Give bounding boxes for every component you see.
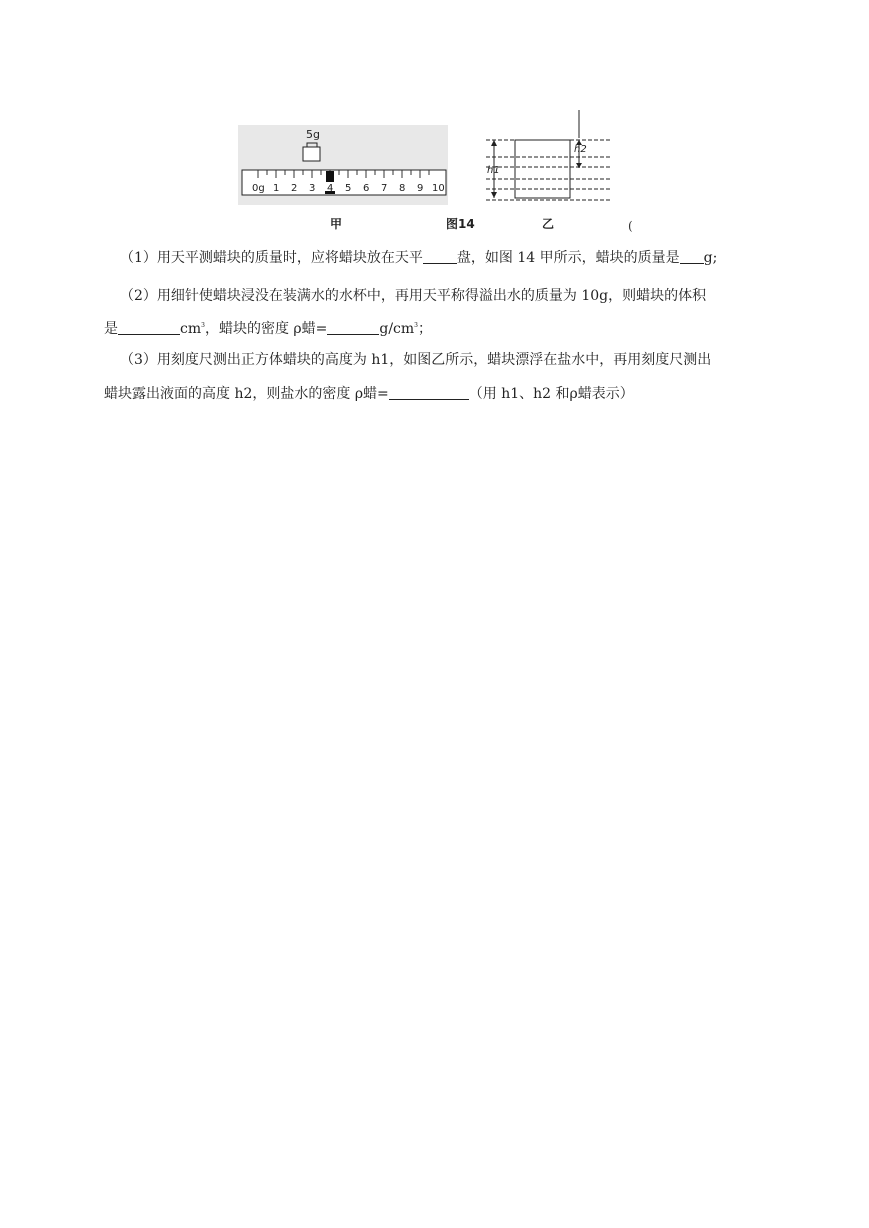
question-text: 用天平测蜡块的质量时，应将蜡块放在天平	[156, 250, 423, 266]
tick-label: 1	[273, 183, 280, 194]
caption-yi: 乙	[542, 217, 555, 231]
tick-label: 6	[363, 183, 370, 194]
question-number: （1）	[120, 250, 157, 266]
tick-label: 5	[345, 183, 352, 194]
question-3-line-1	[120, 350, 711, 370]
answer-blank-volume[interactable]	[118, 320, 180, 335]
superscript: 3	[201, 322, 205, 329]
question-text: （用 h1、h2 和ρ蜡表示）	[468, 386, 634, 402]
question-text: g;	[703, 250, 718, 266]
question-number: （3）	[120, 352, 157, 368]
tick-label: 10	[432, 183, 445, 194]
question-number: （2）	[120, 288, 157, 304]
tick-label: 7	[381, 183, 388, 194]
weight-label: 5g	[306, 128, 320, 141]
figure-14	[230, 105, 650, 235]
tick-label: 4	[327, 183, 334, 194]
unit-text: cm	[180, 321, 202, 337]
superscript: 3	[414, 322, 418, 329]
figure-svg	[230, 105, 650, 215]
question-text: ；	[418, 321, 432, 337]
unit-text: g/cm	[379, 321, 415, 337]
question-text: ，蜡块的密度 ρ蜡=	[204, 321, 328, 337]
answer-blank-pan[interactable]	[423, 249, 457, 264]
question-text: 盘，如图 14 甲所示，蜡块的质量是	[456, 250, 680, 266]
tick-label: 2	[291, 183, 298, 194]
answer-blank-mass[interactable]	[680, 249, 704, 264]
question-2-line-2	[104, 316, 432, 339]
scale-rider	[326, 171, 334, 182]
weight-block	[303, 147, 320, 161]
question-text: 蜡块露出液面的高度 h2，则盐水的密度 ρ蜡=	[104, 386, 389, 402]
answer-blank-density[interactable]	[327, 320, 379, 335]
tick-label: 9	[417, 183, 424, 194]
question-text: 是	[104, 321, 118, 337]
question-2-line-1	[120, 286, 706, 306]
tick-label: 3	[309, 183, 316, 194]
tick-label: 0g	[252, 183, 265, 194]
caption-jia: 甲	[330, 217, 343, 231]
h1-label: h1	[487, 165, 500, 176]
question-1	[120, 248, 717, 268]
question-text: 用刻度尺测出正方体蜡块的高度为 h1，如图乙所示，蜡块漂浮在盐水中，再用刻度尺测出	[156, 352, 712, 368]
floating-block-diagram	[486, 110, 610, 200]
stray-paren: (	[628, 219, 633, 233]
h2-label: h2	[574, 144, 587, 155]
question-text: 用细针使蜡块浸没在装满水的水杯中，再用天平称得溢出水的质量为 10g，则蜡块的体积	[156, 288, 707, 304]
answer-blank-brine-density[interactable]	[389, 385, 469, 400]
figure-caption: 图14	[446, 217, 475, 231]
question-3-line-2	[104, 384, 634, 404]
tick-label: 8	[399, 183, 406, 194]
